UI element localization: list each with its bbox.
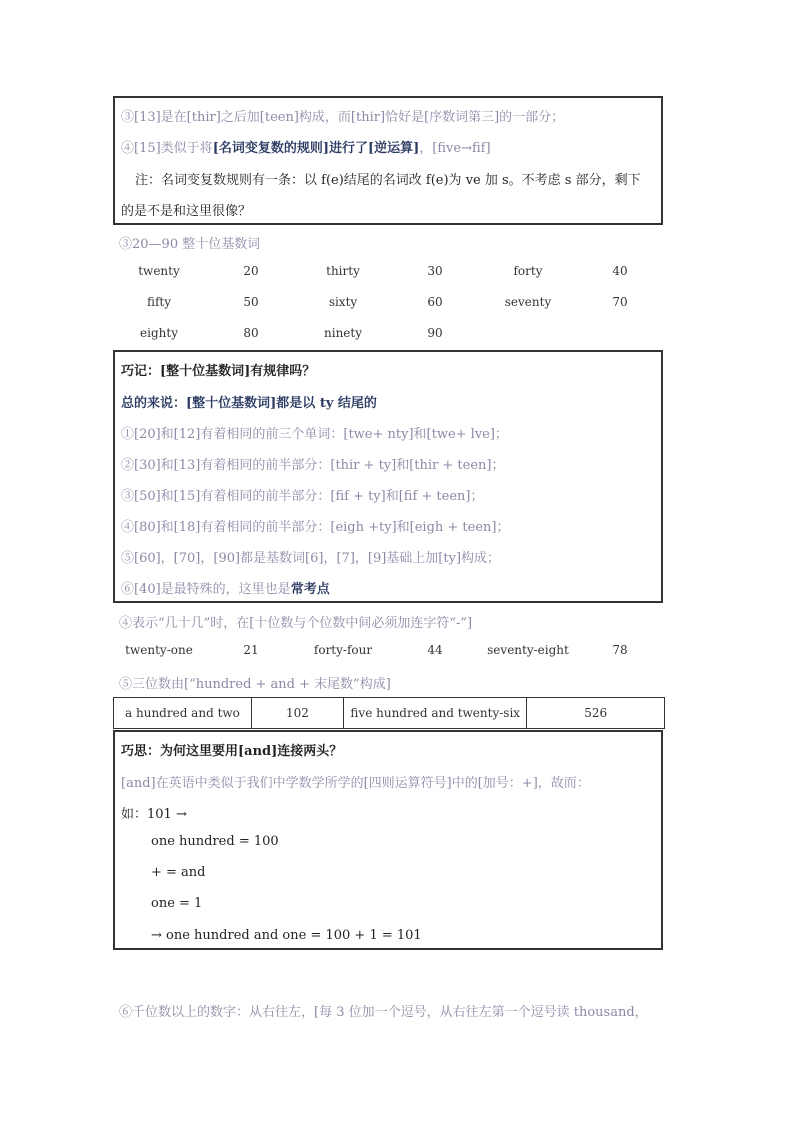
tip-example: one hundred = 100 <box>151 834 279 849</box>
tip-item: ③[50]和[15]有着相同的前半部分：[fif + ty]和[fif + teen]； <box>121 489 484 504</box>
word-cell: forty-four <box>313 643 373 657</box>
tip-item: ④[80]和[18]有着相同的前半部分：[eigh +ty]和[eigh + teen]； <box>121 520 510 535</box>
tip-box-tens-pattern <box>113 350 663 603</box>
value-cell: 40 <box>612 264 628 278</box>
tip-item: ②[30]和[13]有着相同的前半部分：[thir + ty]和[thir + teen]； <box>121 458 505 473</box>
note-line-question: 的是不是和这里很像？ <box>121 204 252 219</box>
section-heading-thousands: ⑥千位数以上的数字：从右往左，[每 3 位加一个逗号，从右往左第一个逗号读 thousand， <box>119 1005 648 1020</box>
table-cell: five hundred and twenty-six <box>344 698 527 729</box>
note-line-plural-rule: 注：名词变复数规则有一条：以 f(e)结尾的名词改 f(e)为 ve 加 s。不考虑 s 部分，剩下 <box>135 173 641 188</box>
section-heading-tens: ③20—90 整十位基数词 <box>119 237 261 252</box>
word-cell: twenty <box>138 264 180 278</box>
table-cell: a hundred and two <box>114 698 252 729</box>
value-cell: 30 <box>427 264 443 278</box>
value-cell: 70 <box>612 295 628 309</box>
tip-box-and <box>113 730 663 950</box>
word-cell: twenty-one <box>125 643 193 657</box>
table-row <box>114 698 665 729</box>
tip-title: 巧记：[整十位基数词]有规律吗？ <box>121 364 316 379</box>
value-cell: 90 <box>427 326 443 340</box>
word-cell: ninety <box>324 326 362 340</box>
note-line-15: ④[15]类似于将[名词变复数的规则]进行了[逆运算]，[five→fif] <box>121 141 491 156</box>
value-cell: 21 <box>243 643 259 657</box>
tip-example: → one hundred and one = 100 + 1 = 101 <box>151 928 422 943</box>
tip-example: 如：101 → <box>121 807 187 822</box>
tip-example: one = 1 <box>151 896 203 911</box>
word-cell: fifty <box>146 295 172 309</box>
word-cell: sixty <box>328 295 358 309</box>
note-box-thirteen-fifteen <box>113 96 663 225</box>
table-cell: 102 <box>251 698 343 729</box>
value-cell: 50 <box>243 295 259 309</box>
note-line-13: ③[13]是在[thir]之后加[teen]构成，而[thir]恰好是[序数词第三]的一部分； <box>121 110 565 125</box>
hundreds-table <box>113 697 665 729</box>
value-cell: 20 <box>243 264 259 278</box>
tip-title: 巧思：为何这里要用[and]连接两头？ <box>121 744 343 759</box>
section-heading-hundreds: ⑤三位数由[“hundred + and + 末尾数”构成] <box>119 677 391 692</box>
value-cell: 44 <box>427 643 443 657</box>
word-cell: thirty <box>326 264 360 278</box>
value-cell: 80 <box>243 326 259 340</box>
word-cell: eighty <box>140 326 178 340</box>
section-heading-hyphen: ④表示“几十几”时，在[十位数与个位数中间必须加连字符“-”] <box>119 616 473 631</box>
tip-item: ①[20]和[12]有着相同的前三个单词：[twe+ nty]和[twe+ lve]； <box>121 427 508 442</box>
tip-item-forty: ⑥[40]是最特殊的，这里也是常考点 <box>121 582 330 597</box>
tip-line: [and]在英语中类似于我们中学数学所学的[四则运算符号]中的[加号：+]，故而： <box>121 776 590 791</box>
table-cell: 526 <box>527 698 665 729</box>
tip-example: + = and <box>151 865 206 880</box>
word-cell: seventy <box>504 295 552 309</box>
tip-summary: 总的来说：[整十位基数词]都是以 ty 结尾的 <box>121 396 377 411</box>
value-cell: 60 <box>427 295 443 309</box>
word-cell: seventy-eight <box>487 643 569 657</box>
value-cell: 78 <box>612 643 628 657</box>
tip-item: ⑤[60]，[70]，[90]都是基数词[6]，[7]，[9]基础上加[ty]构成； <box>121 551 501 566</box>
word-cell: forty <box>513 264 543 278</box>
